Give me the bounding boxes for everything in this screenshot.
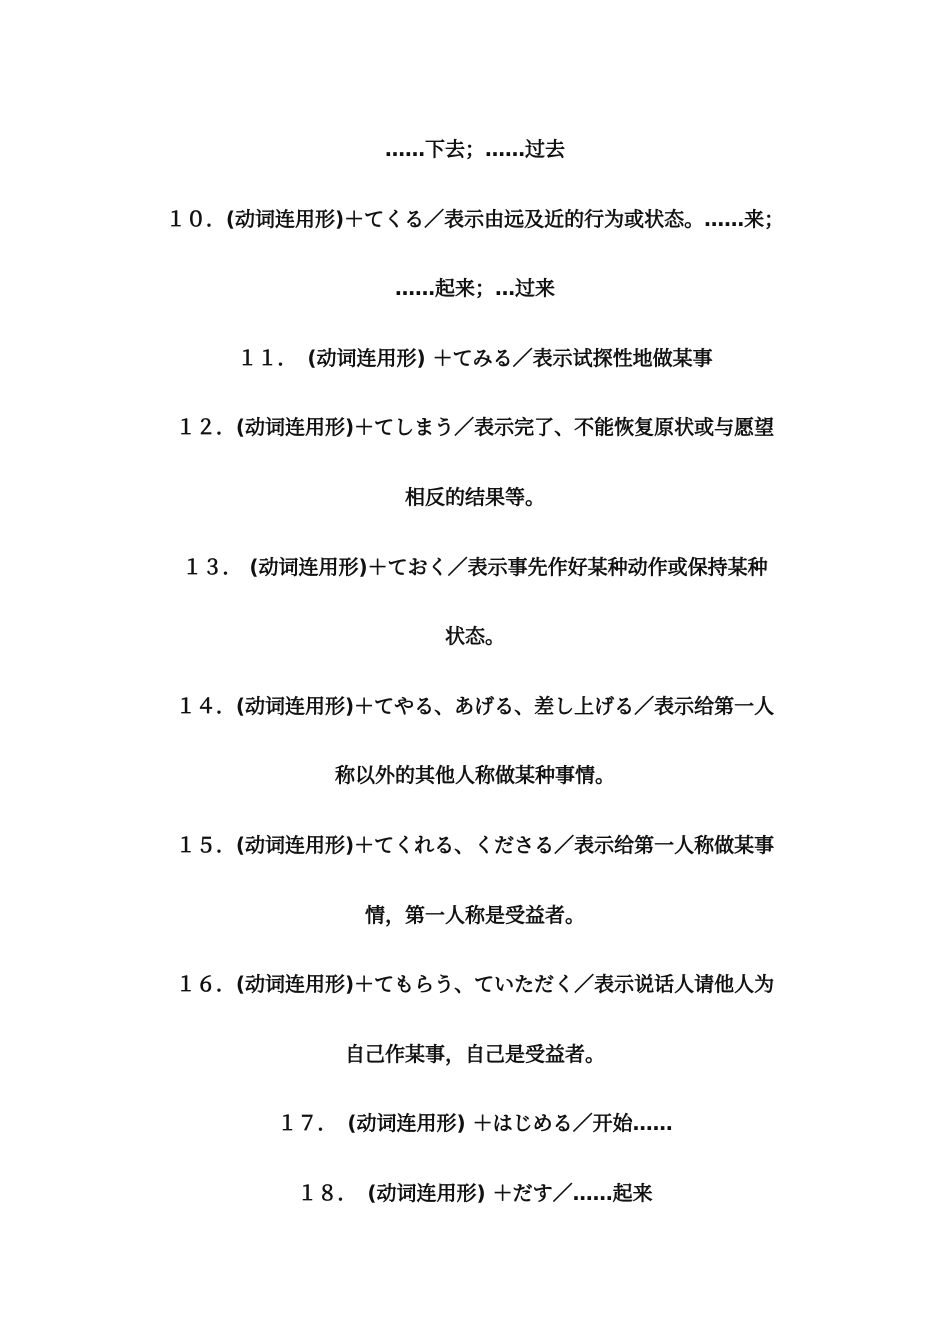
text-line: １１． (动词连用形) ＋てみる／表示试探性地做某事 <box>237 345 713 370</box>
text-line: 称以外的其他人称做某种事情。 <box>335 763 615 788</box>
text-line: １８． (动词连用形) ＋だす／……起来 <box>297 1180 653 1205</box>
text-line: １２．(动词连用形)＋てしまう／表示完了、不能恢复原状或与愿望 <box>175 415 775 440</box>
text-line: １４．(动词连用形)＋てやる、あげる、差し上げる／表示给第一人 <box>175 693 775 718</box>
text-line: １７． (动词连用形) ＋はじめる／开始…… <box>277 1111 673 1136</box>
text-line: 情，第一人称是受益者。 <box>365 902 585 927</box>
text-line: ……下去；……过去 <box>385 137 565 161</box>
text-line: 状态。 <box>445 624 505 649</box>
text-line: 相反的结果等。 <box>405 484 545 509</box>
text-line: ……起来；…过来 <box>395 276 555 301</box>
text-line: １６．(动词连用形)＋てもらう、ていただく／表示说话人请他人为 <box>175 972 775 997</box>
text-line: １５．(动词连用形)＋てくれる、くださる／表示给第一人称做某事 <box>175 832 775 857</box>
text-line: 自己作某事，自己是受益者。 <box>345 1041 605 1066</box>
text-line: １３． (动词连用形)＋ておく／表示事先作好某种动作或保持某种 <box>182 554 768 579</box>
text-line: １０．(动词连用形)＋てくる／表示由远及近的行为或状态。……来； <box>165 206 785 231</box>
document-body <box>120 132 830 1246</box>
